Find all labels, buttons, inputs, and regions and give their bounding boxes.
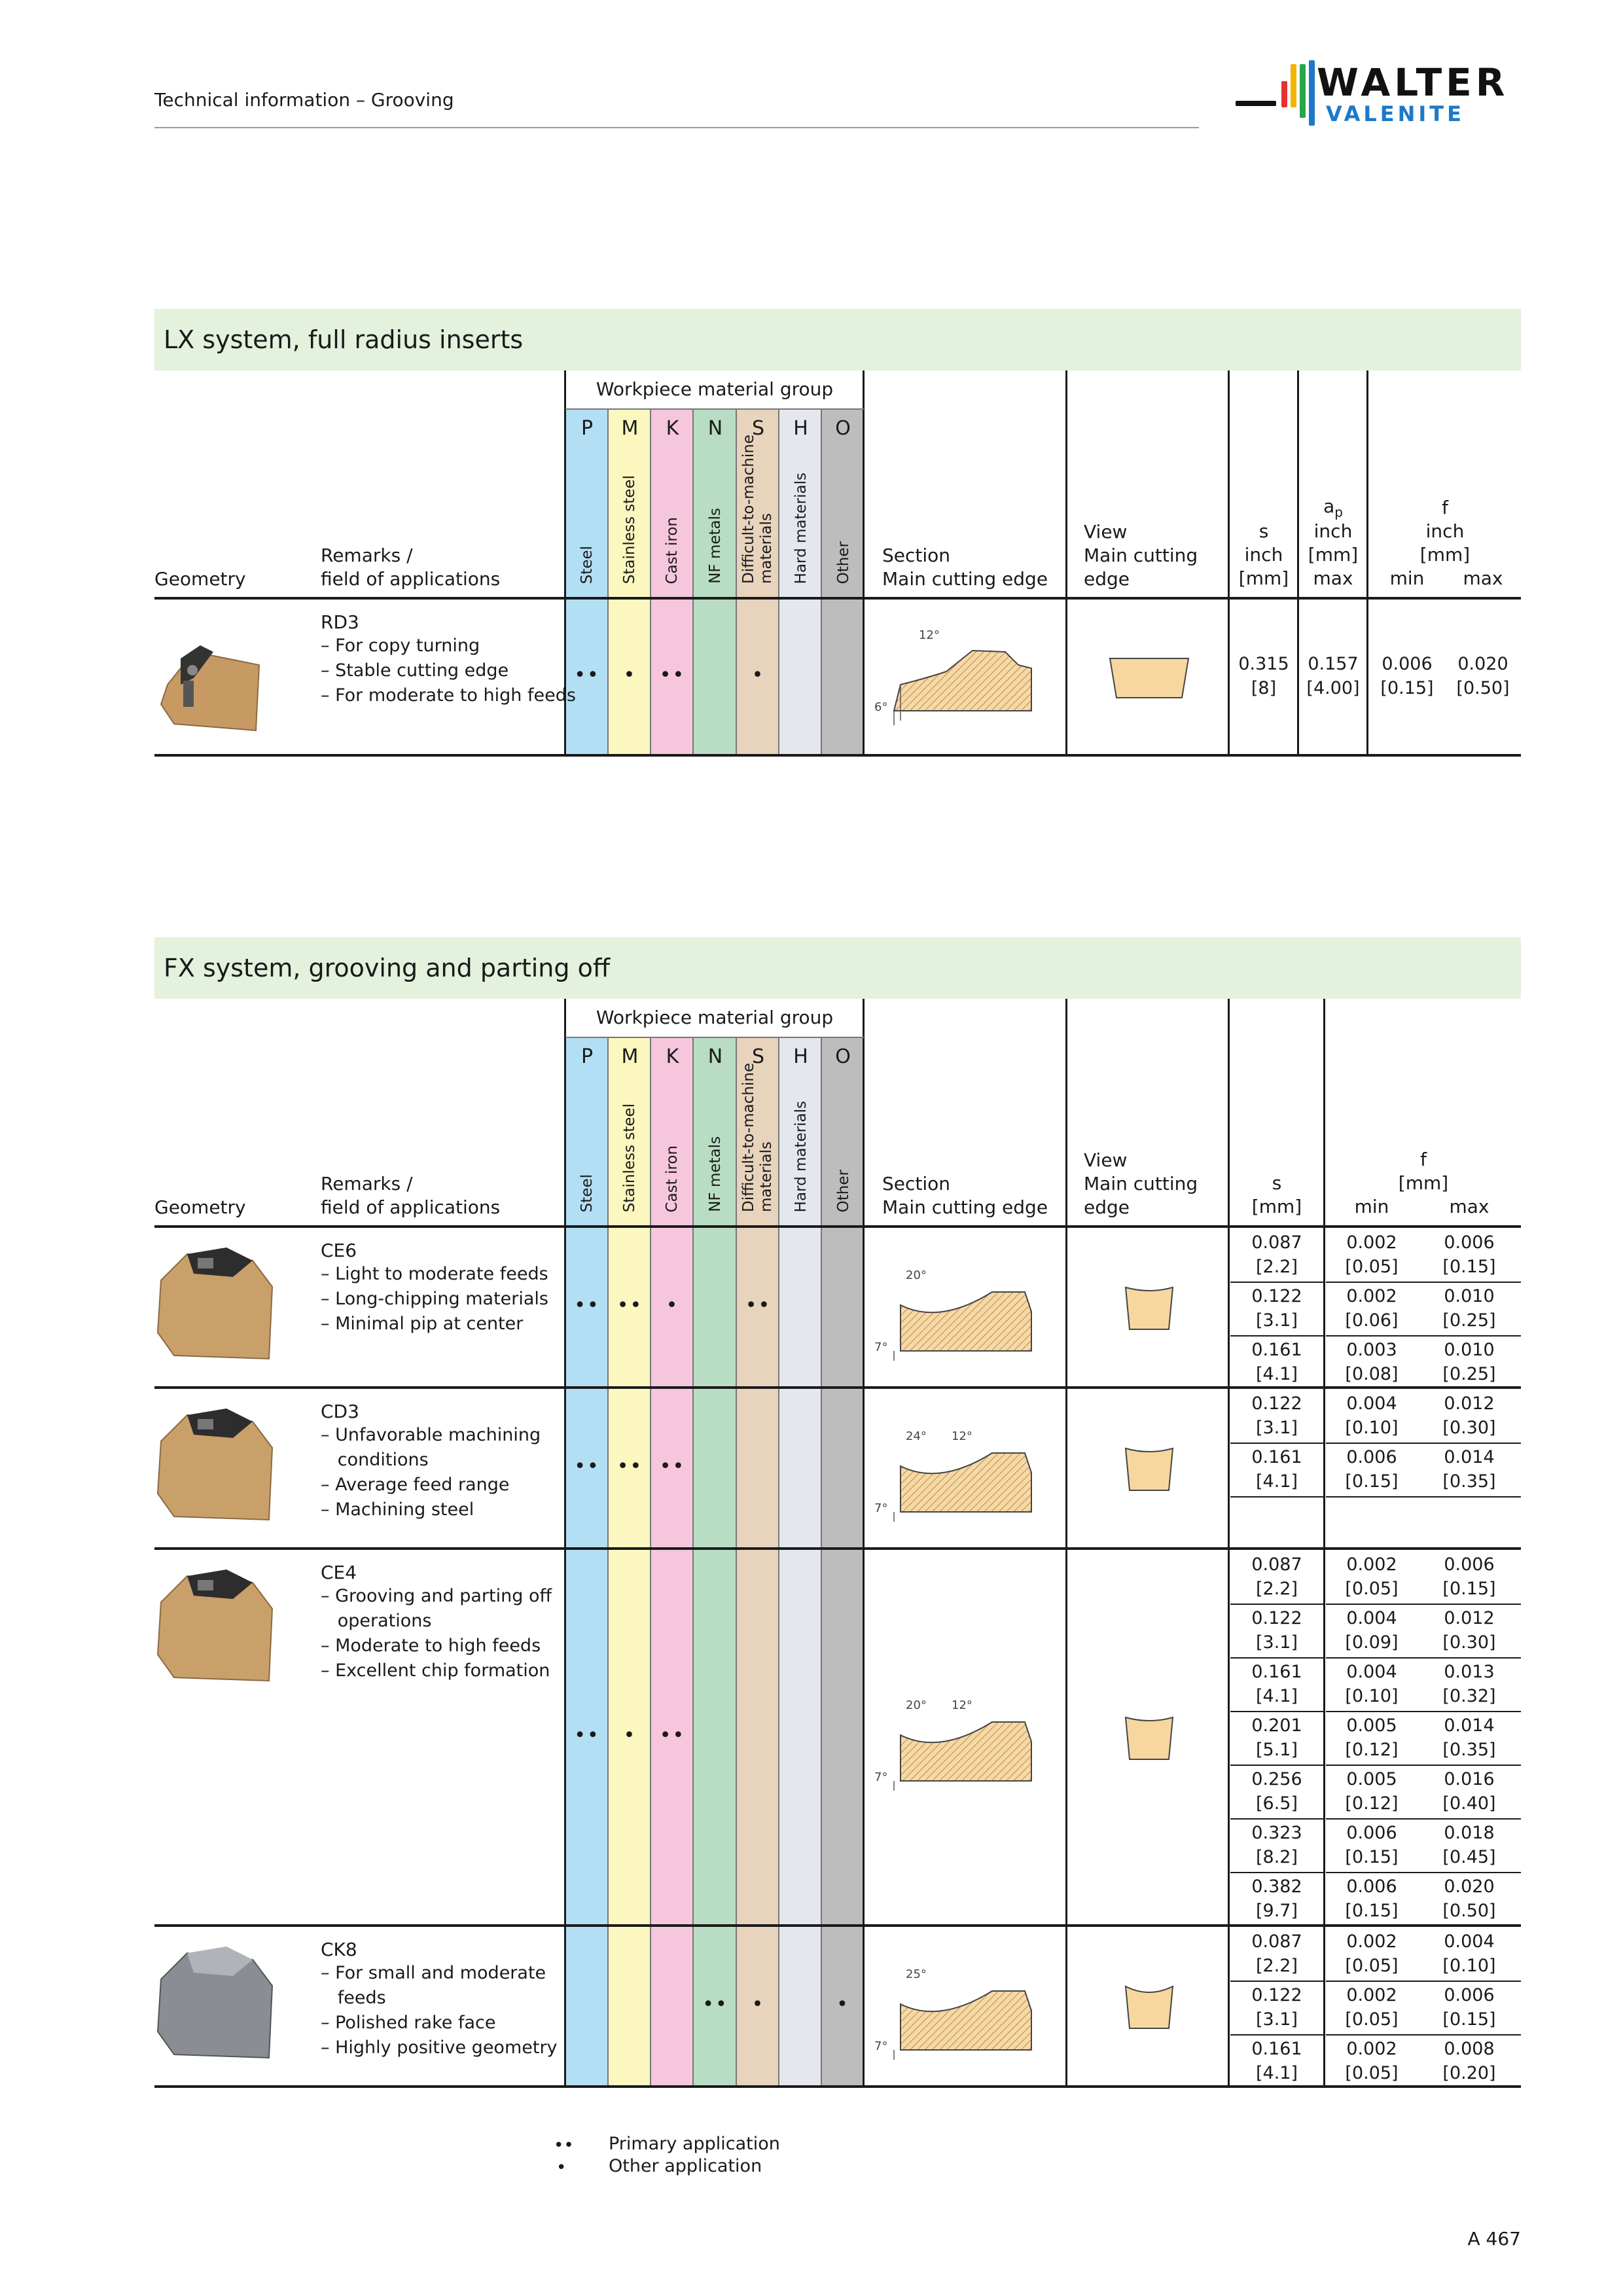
- f-header: f: [1442, 497, 1448, 518]
- remark-line: – Highly positive geometry: [321, 2037, 558, 2058]
- f-min-value: 0.006 [0.15]: [1380, 654, 1434, 698]
- header-divider: [154, 127, 1199, 128]
- s-value: 0.122 [3.1]: [1251, 1286, 1302, 1331]
- f-min-value: 0.005 [0.12]: [1345, 1769, 1399, 1814]
- f-min-value: 0.002 [0.05]: [1345, 2039, 1399, 2083]
- f-max-value: 0.013 [0.32]: [1442, 1662, 1496, 1706]
- material-difficult-2: materials: [758, 513, 775, 584]
- angle-label: 24°: [906, 1429, 927, 1443]
- f-min-value: 0.003 [0.08]: [1345, 1340, 1399, 1384]
- legend-primary: Primary application: [609, 2134, 780, 2154]
- f-max-value: 0.006 [0.15]: [1442, 1554, 1496, 1599]
- angle-label: 12°: [952, 1429, 972, 1443]
- angle-label: 12°: [919, 628, 940, 642]
- f-max-value: 0.010 [0.25]: [1442, 1340, 1496, 1384]
- dot-p: ••: [574, 664, 600, 687]
- view-diagram: [1116, 1282, 1182, 1335]
- letter-m: M: [609, 1037, 651, 1075]
- view-diagram: [1116, 1981, 1182, 2034]
- s-header-mm: [mm]: [1238, 567, 1289, 589]
- ap-value: 0.157 [4.00]: [1306, 654, 1360, 698]
- legend-primary-symbol: ••: [554, 2136, 574, 2155]
- fx-system-section: [154, 937, 1521, 2115]
- ap-header-max: max: [1313, 567, 1353, 589]
- letter-s: S: [737, 408, 779, 446]
- section-diagram: [874, 613, 1051, 737]
- logo-wordmark: WALTER: [1317, 60, 1509, 105]
- section-diagram: [874, 1952, 1051, 2063]
- section-header-2: Main cutting edge: [882, 1196, 1048, 1218]
- view-diagram: [1103, 652, 1195, 704]
- angle-label: 20°: [906, 1698, 927, 1712]
- view-header-3: edge: [1084, 1196, 1130, 1218]
- f-max-value: 0.014 [0.35]: [1442, 1447, 1496, 1492]
- insert-name: RD3: [321, 611, 359, 633]
- s-value: 0.122 [3.1]: [1251, 1393, 1302, 1438]
- s-header: s: [1258, 520, 1269, 542]
- view-header: View: [1084, 521, 1128, 543]
- dot-m: ••: [616, 1294, 643, 1317]
- s-value: 0.256 [6.5]: [1251, 1769, 1302, 1814]
- f-header-mm: [mm]: [1398, 1172, 1449, 1194]
- remarks-header-2: field of applications: [321, 1196, 501, 1218]
- f-min-value: 0.006 [0.15]: [1345, 1823, 1399, 1867]
- s-value: 0.201 [5.1]: [1251, 1715, 1302, 1760]
- material-other: Other: [835, 1169, 852, 1212]
- remarks-header-2: field of applications: [321, 568, 501, 590]
- s-value: 0.087 [2.2]: [1251, 1931, 1302, 1976]
- dot-s: ••: [745, 1294, 772, 1317]
- dot-m: •: [623, 1724, 637, 1747]
- remark-line: – Grooving and parting off: [321, 1586, 552, 1606]
- dot-s: •: [751, 664, 765, 687]
- lx-section-title: LX system, full radius inserts: [154, 309, 1521, 370]
- material-difficult-2: materials: [758, 1141, 775, 1212]
- fx-row-ck8: [154, 1927, 1521, 2088]
- f-header-inch: inch: [1425, 520, 1465, 542]
- material-nf-metals: NF metals: [707, 508, 724, 584]
- f-max-value: 0.014 [0.35]: [1442, 1715, 1496, 1760]
- dot-s: •: [751, 1993, 765, 2016]
- dot-p: ••: [574, 1294, 600, 1317]
- s-value: 0.161 [4.1]: [1251, 2039, 1302, 2083]
- remark-line: – For small and moderate: [321, 1963, 546, 1983]
- f-min-value: 0.002 [0.05]: [1345, 1232, 1399, 1277]
- insert-name: CK8: [321, 1939, 357, 1960]
- insert-name: CE4: [321, 1562, 357, 1583]
- letter-n: N: [694, 408, 737, 446]
- letter-k: K: [651, 408, 694, 446]
- remark-line: – Machining steel: [321, 1499, 474, 1520]
- material-difficult: Difficult-to-machine: [740, 1063, 757, 1212]
- view-diagram: [1116, 1443, 1182, 1496]
- s-value: 0.161 [4.1]: [1251, 1447, 1302, 1492]
- fx-row-cd3: [154, 1389, 1521, 1550]
- material-nf-metals: NF metals: [707, 1136, 724, 1212]
- letter-m: M: [609, 408, 651, 446]
- insert-name: CD3: [321, 1401, 359, 1422]
- s-header-mm: [mm]: [1251, 1196, 1302, 1217]
- s-value: 0.087 [2.2]: [1251, 1232, 1302, 1277]
- ce4-insert-image: [154, 1563, 279, 1687]
- workpiece-material-group-label: Workpiece material group: [565, 999, 864, 1037]
- f-header-max: max: [1449, 1196, 1489, 1217]
- remark-line: – Light to moderate feeds: [321, 1264, 548, 1284]
- letter-n: N: [694, 1037, 737, 1075]
- f-max-value: 0.006 [0.15]: [1442, 1232, 1496, 1277]
- f-min-value: 0.002 [0.05]: [1345, 1931, 1399, 1976]
- dot-k: •: [666, 1294, 679, 1317]
- f-min-value: 0.006 [0.15]: [1345, 1876, 1399, 1921]
- dot-p: ••: [574, 1724, 600, 1747]
- fx-section-title: FX system, grooving and parting off: [154, 937, 1521, 999]
- page-number: A 467: [1467, 2228, 1521, 2250]
- fx-row-ce6: [154, 1228, 1521, 1389]
- angle-label: 7°: [874, 2039, 888, 2053]
- f-min-value: 0.002 [0.05]: [1345, 1985, 1399, 2030]
- f-header: f: [1420, 1149, 1427, 1170]
- angle-label: 6°: [874, 700, 888, 714]
- material-hard: Hard materials: [793, 1100, 810, 1212]
- section-diagram: [874, 1253, 1051, 1364]
- material-steel: Steel: [579, 1174, 596, 1212]
- dot-m: •: [623, 664, 637, 687]
- s-value: 0.122 [3.1]: [1251, 1608, 1302, 1653]
- f-min-value: 0.004 [0.10]: [1345, 1662, 1399, 1706]
- letter-o: O: [822, 1037, 864, 1075]
- letter-k: K: [651, 1037, 694, 1075]
- f-min-value: 0.006 [0.15]: [1345, 1447, 1399, 1492]
- remark-line: – For copy turning: [321, 636, 480, 656]
- letter-h: H: [779, 408, 822, 446]
- letter-h: H: [779, 1037, 822, 1075]
- section-header: Section: [882, 1173, 951, 1194]
- material-hard: Hard materials: [793, 472, 810, 584]
- remark-line: – Excellent chip formation: [321, 1660, 550, 1681]
- section-diagram: [874, 1414, 1051, 1525]
- remark-line: – Unfavorable machining: [321, 1425, 541, 1445]
- f-max-value: 0.012 [0.30]: [1442, 1608, 1496, 1653]
- legend-other-symbol: •: [556, 2158, 567, 2178]
- ap-subscript: p: [1334, 504, 1343, 520]
- view-header: View: [1084, 1149, 1128, 1171]
- material-cast-iron: Cast iron: [664, 516, 681, 584]
- remark-line: – Long-chipping materials: [321, 1289, 548, 1309]
- dot-m: ••: [616, 1455, 643, 1478]
- letter-p: P: [565, 408, 609, 446]
- section-header-2: Main cutting edge: [882, 568, 1048, 590]
- logo-subbrand: VALENITE: [1326, 101, 1465, 126]
- f-max-value: 0.012 [0.30]: [1442, 1393, 1496, 1438]
- view-diagram: [1116, 1712, 1182, 1765]
- rd3-insert-image: [154, 639, 266, 737]
- remark-line: – Stable cutting edge: [321, 660, 509, 681]
- dot-k: ••: [659, 1724, 686, 1747]
- ap-header-mm: [mm]: [1308, 544, 1359, 565]
- remarks-header: Remarks /: [321, 545, 413, 566]
- angle-label: 25°: [906, 1967, 927, 1981]
- workpiece-material-group-label: Workpiece material group: [565, 370, 864, 408]
- fx-table-header: [154, 999, 1521, 1228]
- angle-label: 7°: [874, 1770, 888, 1784]
- f-max-value: 0.008 [0.20]: [1442, 2039, 1496, 2083]
- f-max-value: 0.020 [0.50]: [1456, 654, 1510, 698]
- fx-row-ce4: [154, 1550, 1521, 1927]
- f-header-min: min: [1354, 1196, 1389, 1217]
- s-value: 0.323 [8.2]: [1251, 1823, 1302, 1867]
- insert-name: CE6: [321, 1240, 357, 1261]
- remark-line: operations: [321, 1611, 432, 1631]
- letter-o: O: [822, 408, 864, 446]
- section-diagram: [874, 1683, 1051, 1794]
- cd3-insert-image: [154, 1402, 279, 1526]
- view-header-2: Main cutting: [1084, 1173, 1198, 1194]
- material-difficult: Difficult-to-machine: [740, 435, 757, 584]
- s-value: 0.122 [3.1]: [1251, 1985, 1302, 2030]
- material-steel: Steel: [579, 545, 596, 584]
- s-value: 0.161 [4.1]: [1251, 1662, 1302, 1706]
- remark-line: – Average feed range: [321, 1475, 510, 1495]
- remarks-header: Remarks /: [321, 1173, 413, 1194]
- geometry-header: Geometry: [154, 568, 246, 590]
- s-value: 0.087 [2.2]: [1251, 1554, 1302, 1599]
- lx-table-header: [154, 370, 1521, 600]
- dot-k: ••: [659, 1455, 686, 1478]
- s-value: 0.382 [9.7]: [1251, 1876, 1302, 1921]
- material-stainless-steel: Stainless steel: [621, 475, 638, 584]
- view-header-3: edge: [1084, 568, 1130, 590]
- geometry-header: Geometry: [154, 1196, 246, 1218]
- f-header-max: max: [1463, 567, 1503, 589]
- remark-line: – Polished rake face: [321, 2013, 496, 2033]
- letter-s: S: [737, 1037, 779, 1075]
- ap-symbol: a: [1323, 495, 1335, 517]
- dot-p: ••: [574, 1455, 600, 1478]
- legend-other: Other application: [609, 2156, 762, 2176]
- f-max-value: 0.020 [0.50]: [1442, 1876, 1496, 1921]
- remark-line: – Minimal pip at center: [321, 1314, 524, 1334]
- s-value: 0.161 [4.1]: [1251, 1340, 1302, 1384]
- remark-line: – For moderate to high feeds: [321, 685, 576, 706]
- remark-line: – Moderate to high feeds: [321, 1636, 541, 1656]
- remark-line: conditions: [321, 1450, 429, 1470]
- lx-row-rd3: [154, 600, 1521, 757]
- angle-label: 20°: [906, 1268, 927, 1282]
- f-max-value: 0.004 [0.10]: [1442, 1931, 1496, 1976]
- f-min-value: 0.004 [0.09]: [1345, 1608, 1399, 1653]
- view-header-2: Main cutting: [1084, 545, 1198, 566]
- f-header-min: min: [1389, 567, 1425, 589]
- f-min-value: 0.002 [0.06]: [1345, 1286, 1399, 1331]
- dot-o: •: [836, 1993, 849, 2016]
- letter-p: P: [565, 1037, 609, 1075]
- section-header: Section: [882, 545, 951, 566]
- f-max-value: 0.006 [0.15]: [1442, 1985, 1496, 2030]
- material-stainless-steel: Stainless steel: [621, 1103, 638, 1212]
- f-min-value: 0.002 [0.05]: [1345, 1554, 1399, 1599]
- ap-header-inch: inch: [1313, 520, 1353, 542]
- f-header-mm: [mm]: [1419, 544, 1471, 565]
- s-header: s: [1272, 1172, 1282, 1194]
- ce6-insert-image: [154, 1241, 279, 1365]
- lx-system-section: [154, 309, 1521, 714]
- material-other: Other: [835, 541, 852, 584]
- document-header-title: Technical information – Grooving: [154, 89, 454, 111]
- f-min-value: 0.004 [0.10]: [1345, 1393, 1399, 1438]
- remark-line: feeds: [321, 1988, 386, 2008]
- f-max-value: 0.016 [0.40]: [1442, 1769, 1496, 1814]
- dot-n: ••: [702, 1993, 728, 2016]
- angle-label: 7°: [874, 1501, 888, 1515]
- walter-valenite-logo: [1236, 60, 1524, 132]
- f-max-value: 0.010 [0.25]: [1442, 1286, 1496, 1331]
- f-min-value: 0.005 [0.12]: [1345, 1715, 1399, 1760]
- material-cast-iron: Cast iron: [664, 1145, 681, 1212]
- f-max-value: 0.018 [0.45]: [1442, 1823, 1496, 1867]
- s-value: 0.315 [8]: [1238, 654, 1289, 698]
- angle-label: 7°: [874, 1340, 888, 1354]
- ck8-insert-image: [154, 1940, 279, 2064]
- dot-k: ••: [659, 664, 686, 687]
- s-header-inch: inch: [1244, 544, 1283, 565]
- angle-label: 12°: [952, 1698, 972, 1712]
